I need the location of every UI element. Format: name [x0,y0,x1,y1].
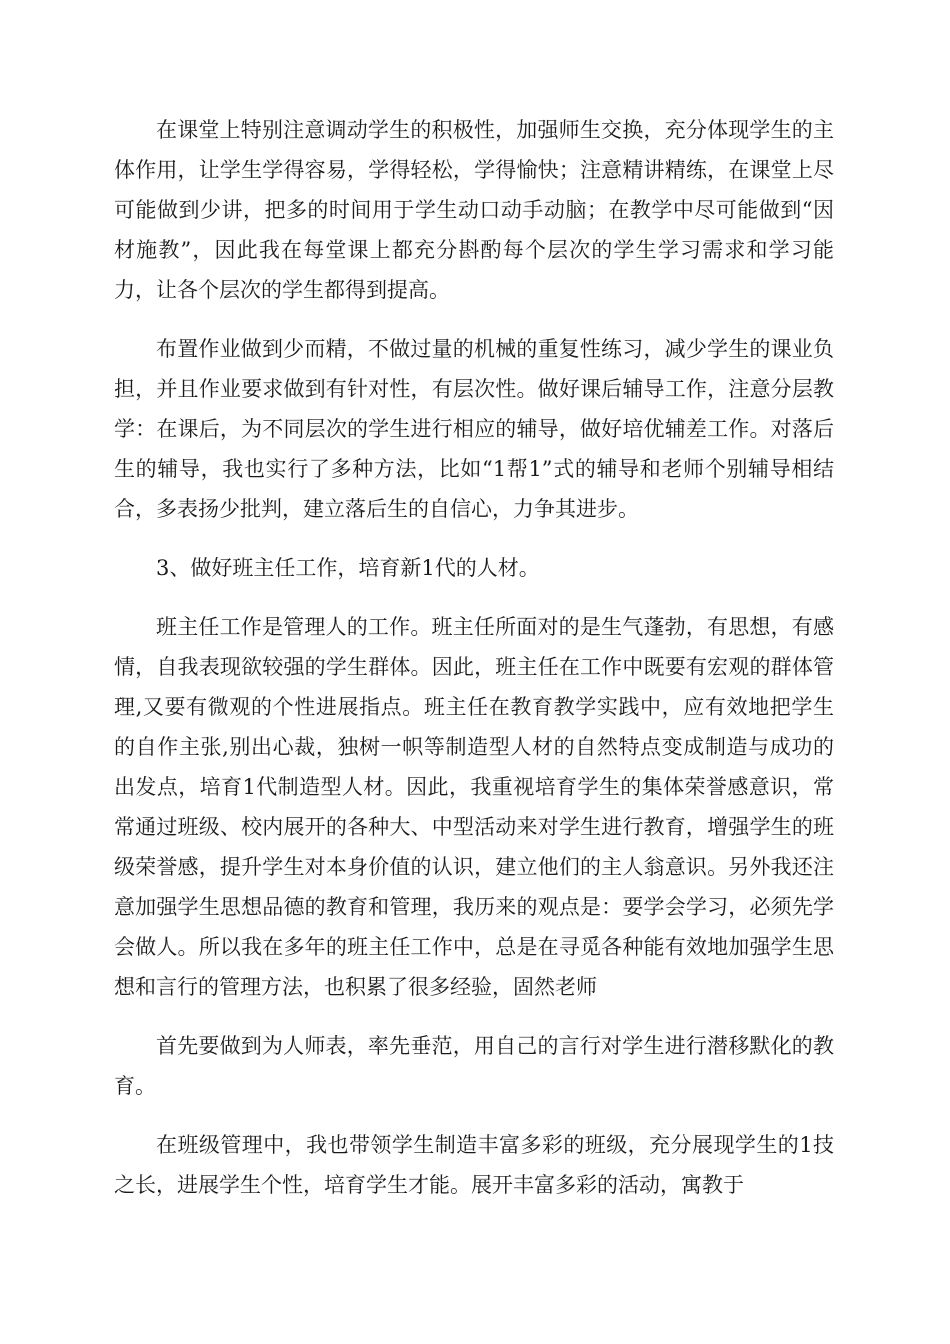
document-body [114,110,834,1224]
paragraph-class-teacher-work: 班主任工作是管理人的工作。班主任所面对的是生气蓬勃，有思想，有感情，自我表现欲较强的学生群体。因此，班主任在工作中既要有宏观的群体管理,又要有微观的个性进展指点。班主任在教育教学实践中，应有效地把学生的自作主张,别出心裁，独树一帜等制造型人材的自然特点变成制造与成功的出发点，培育1代制造型人材。因此，我重视培育学生的集体荣誉感意识，常常通过班级、校内展开的各种大、中型活动来对学生进行教育，增强学生的班级荣誉感，提升学生对本身价值的认识，建立他们的主人翁意识。另外我还注意加强学生思想品德的教育和管理，我历来的观点是：要学会学习，必须先学会做人。所以我在多年的班主任工作中，总是在寻觅各种能有效地加强学生思想和言行的管理方法，也积累了很多经验，固然老师 [114,615,834,999]
paragraph-homework-tutoring: 布置作业做到少而精，不做过量的机械的重复性练习，减少学生的课业负担，并且作业要求做到有针对性，有层次性。做好课后辅导工作，注意分层教学：在课后，为不同层次的学生进行相应的辅导，做好培优辅差工作。对落后生的辅导，我也实行了多种方法，比如“1帮1”式的辅导和老师个别辅导相结合，多表扬少批判，建立落后生的自信心，力争其进步。 [114,337,834,521]
paragraph-classroom-engagement: 在课堂上特别注意调动学生的积极性，加强师生交换，充分体现学生的主体作用，让学生学得容易，学得轻松，学得愉快；注意精讲精练，在课堂上尽可能做到少讲，把多的时间用于学生动口动手动脑；在教学中尽可能做到“因材施教”，因此我在每堂课上都充分斟酌每个层次的学生学习需求和学习能力，让各个层次的学生都得到提高。 [114,118,834,302]
paragraph-role-model: 首先要做到为人师表，率先垂范，用自己的言行对学生进行潜移默化的教育。 [114,1034,834,1098]
section-heading-class-teacher: 3、做好班主任工作，培育新1代的人材。 [156,556,540,580]
paragraph-class-management: 在班级管理中，我也带领学生制造丰富多彩的班级，充分展现学生的1技之长，进展学生个性，培育学生才能。展开丰富多彩的活动，寓教于 [114,1133,834,1197]
